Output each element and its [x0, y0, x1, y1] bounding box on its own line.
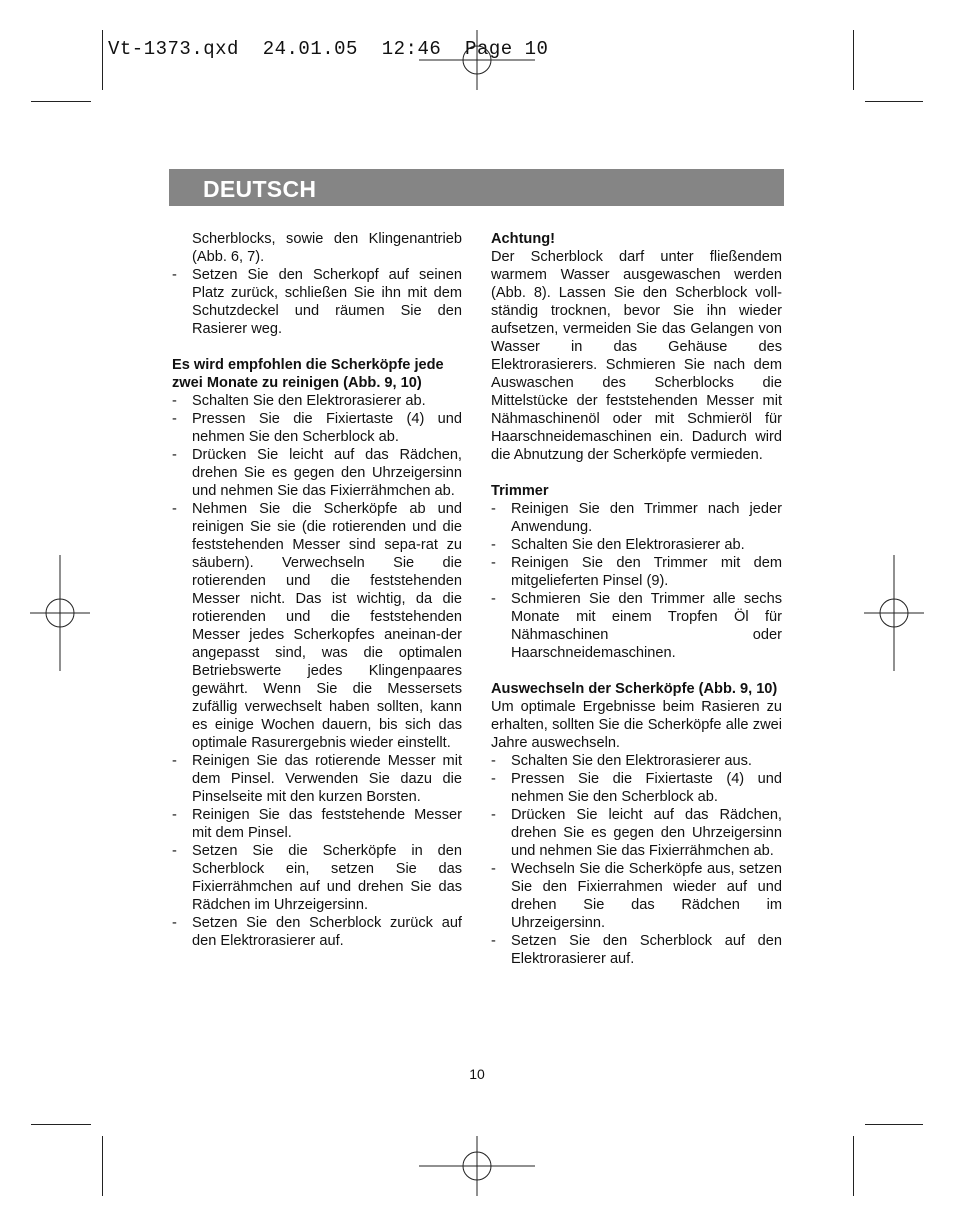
list-item [172, 500, 462, 752]
list-item-text: Reinigen Sie das feststehende Messer mit dem Pinsel. [192, 807, 462, 841]
list-item [172, 392, 462, 410]
bullet-dash: - [172, 915, 177, 931]
list-item [172, 806, 462, 842]
language-title: DEUTSCH [203, 176, 317, 202]
crop-mark [102, 1136, 103, 1196]
bullet-dash: - [172, 807, 177, 823]
crop-mark [102, 30, 103, 90]
list-item [491, 536, 782, 554]
list-item [491, 932, 782, 968]
list-item [491, 770, 782, 806]
continued-text: Scherblocks, sowie den Klingenantrieb (Abb. 6, 7). [192, 231, 462, 265]
list-item-text: Schalten Sie den Elektrorasierer aus. [511, 753, 752, 769]
right-column [491, 230, 782, 968]
list-item-text: Setzen Sie den Scherblock auf den Elektrorasierer auf. [511, 933, 782, 967]
attention-text: Der Scherblock darf unter fließendem warmem Wasser ausgewaschen werden (Abb. 8). Lassen Sie den Scherblock voll-ständig trocknen, bevor Sie ihn wieder aufsetzen, vermeiden Sie das Gelangen von Wasser in das Gehäuse des Elektrorasierers. Schmieren Sie nach dem Auswaschen des Scherblocks die Mittelstücke der feststehenden Messer mit Nähmaschinenöl oder mit Schmieröl für Haarschneidemaschinen ein. Dadurch wird die Abnutzung der Scherköpfe vermieden. [491, 249, 782, 463]
crop-mark [853, 1136, 854, 1196]
crop-mark [853, 30, 854, 90]
left-column [172, 230, 462, 950]
list-item-text: Drücken Sie leicht auf das Rädchen, drehen Sie es gegen den Uhrzeigersinn und nehmen Sie das Fixierrähmchen ab. [511, 807, 782, 859]
list-item-text: Schalten Sie den Elektrorasierer ab. [192, 393, 426, 409]
bullet-dash: - [172, 753, 177, 769]
print-slug-line: Vt-1373.qxd 24.01.05 12:46 Page 10 [108, 38, 549, 60]
bullet-dash: - [172, 411, 177, 427]
crop-mark [31, 1124, 91, 1125]
bullet-dash: - [172, 447, 177, 463]
registration-mark-left [30, 555, 90, 671]
bullet-dash: - [172, 393, 177, 409]
bullet-dash: - [491, 591, 496, 607]
list-item-text: Setzen Sie die Scherköpfe in den Scherblock ein, setzen Sie das Fixierrähmchen auf und drehen Sie das Rädchen im Uhrzeigersinn. [192, 843, 462, 913]
list-item [172, 842, 462, 914]
section-heading-replace: Auswechseln der Scherköpfe (Abb. 9, 10) [491, 681, 778, 697]
bullet-dash: - [491, 537, 496, 553]
language-header-bar [169, 169, 784, 206]
bullet-dash: - [491, 501, 496, 517]
bullet-dash: - [491, 771, 496, 787]
list-item-text: Nehmen Sie die Scherköpfe ab und reinigen Sie sie (die rotierenden und die feststehenden Messer sind sepa-rat zu säubern). Verwechseln Sie die rotierenden und die feststehenden Messer nicht. Das ist wichtig, da die rotierenden und die feststehenden Messer jedes Scherkopfes aneinan-der angepasst sind, was die optimalen Betriebswerte jedes Klingenpaares gewährt. Wenn Sie die Messersets zufällig verwechselt haben sollten, kann es einige Wochen dauern, bis sich das optimale Rasurergebnis wieder einstellt. [192, 501, 462, 751]
list-item-text: Schalten Sie den Elektrorasierer ab. [511, 537, 745, 553]
bullet-dash: - [172, 267, 177, 283]
list-item-text: Setzen Sie den Scherblock zurück auf den Elektrorasierer auf. [192, 915, 462, 949]
bullet-dash: - [491, 807, 496, 823]
list-item-text: Pressen Sie die Fixiertaste (4) und nehmen Sie den Scherblock ab. [511, 771, 782, 805]
section-heading-cleaning: Es wird empfohlen die Scherköpfe jede zwei Monate zu reinigen (Abb. 9, 10) [172, 357, 444, 391]
list-item-text: Wechseln Sie die Scherköpfe aus, setzen Sie den Fixierrahmen wieder auf und drehen Sie das Rädchen im Uhrzeigersinn. [511, 861, 782, 931]
registration-mark-right [864, 555, 924, 671]
list-item [491, 554, 782, 590]
list-item [172, 266, 462, 338]
bullet-dash: - [172, 843, 177, 859]
list-item-text: Reinigen Sie das rotierende Messer mit dem Pinsel. Verwenden Sie dazu die Pinselseite mit den kurzen Borsten. [192, 753, 462, 805]
crop-mark [865, 1124, 923, 1125]
section-heading-trimmer: Trimmer [491, 483, 549, 499]
list-item [491, 860, 782, 932]
bullet-dash: - [491, 933, 496, 949]
registration-mark-bottom [419, 1136, 535, 1196]
list-item [172, 410, 462, 446]
crop-mark [865, 101, 923, 102]
list-item [491, 806, 782, 860]
crop-mark [31, 101, 91, 102]
section-heading-attention: Achtung! [491, 231, 556, 247]
list-item-text: Pressen Sie die Fixiertaste (4) und nehmen Sie den Scherblock ab. [192, 411, 462, 445]
bullet-dash: - [172, 501, 177, 517]
bullet-dash: - [491, 861, 496, 877]
list-item-text: Schmieren Sie den Trimmer alle sechs Monate mit einem Tropfen Öl für Nähmaschinen oder Haarschneidemaschinen. [511, 591, 782, 661]
list-item-text: Drücken Sie leicht auf das Rädchen, drehen Sie es gegen den Uhrzeigersinn und nehmen Sie das Fixierrähmchen ab. [192, 447, 462, 499]
list-item [491, 590, 782, 662]
list-item [172, 752, 462, 806]
bullet-dash: - [491, 555, 496, 571]
list-item [491, 500, 782, 536]
list-item-text: Reinigen Sie den Trimmer mit dem mitgelieferten Pinsel (9). [511, 555, 782, 589]
replace-text: Um optimale Ergebnisse beim Rasieren zu erhalten, sollten Sie die Scherköpfe alle zwei Jahre auswechseln. [491, 699, 782, 751]
list-item [172, 914, 462, 950]
list-item-text: Setzen Sie den Scherkopf auf seinen Platz zurück, schließen Sie ihn mit dem Schutzdeckel und räumen Sie den Rasierer weg. [192, 267, 462, 337]
list-item [172, 446, 462, 500]
bullet-dash: - [491, 753, 496, 769]
registration-mark-top [419, 30, 535, 90]
list-item-text: Reinigen Sie den Trimmer nach jeder Anwendung. [511, 501, 782, 535]
page-number: 10 [469, 1066, 485, 1082]
list-item [491, 752, 782, 770]
